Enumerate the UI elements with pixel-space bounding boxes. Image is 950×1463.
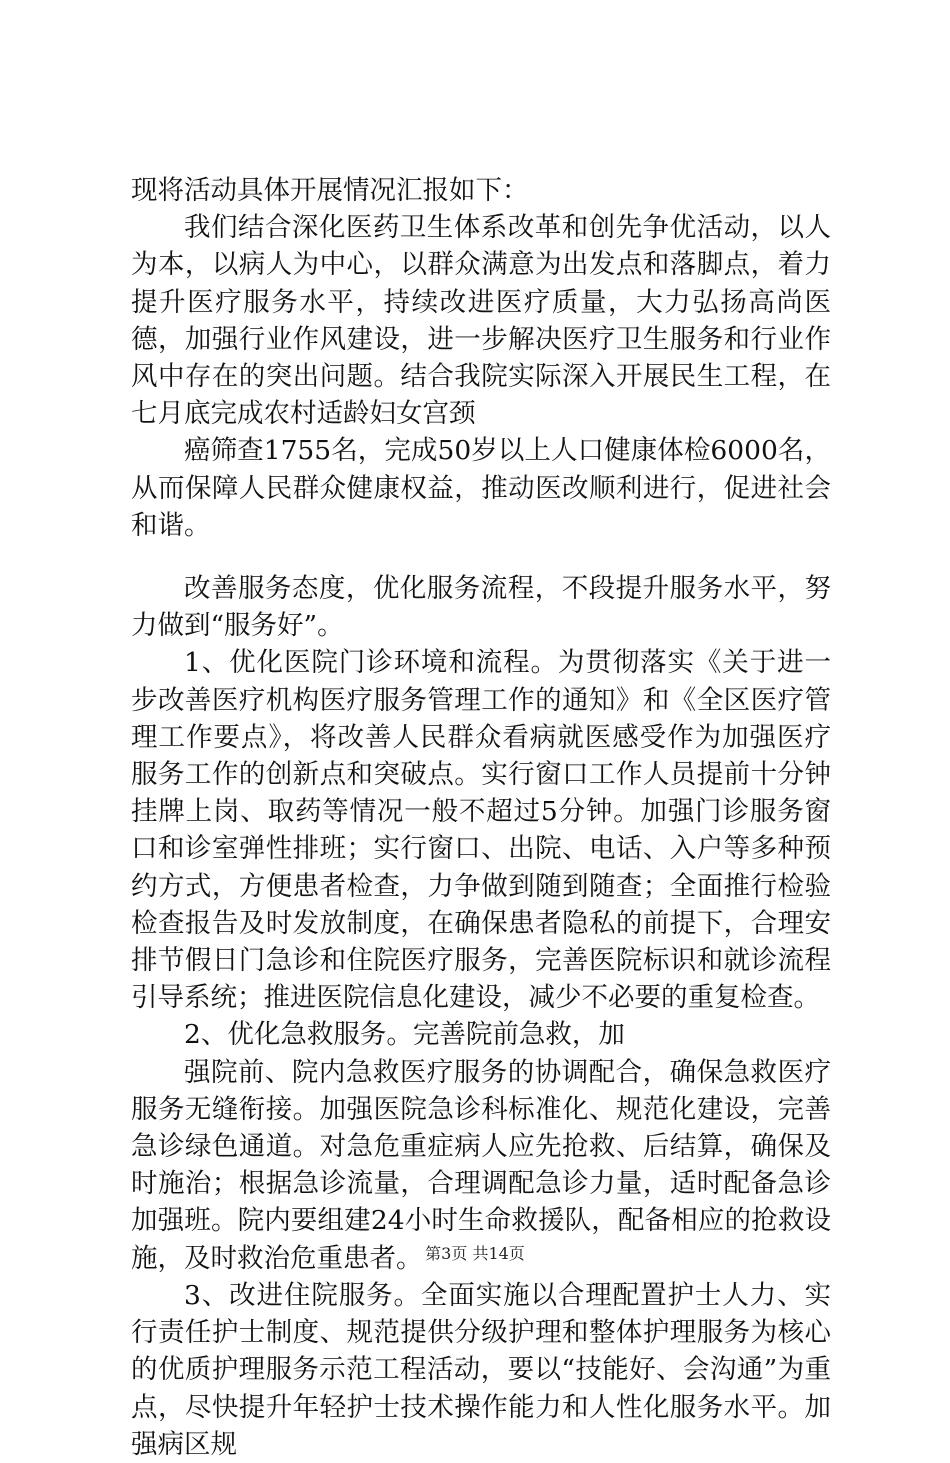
paragraph-screening: 癌筛查1755名，完成50岁以上人口健康体检6000名，从而保障人民群众健康权益，推动医改顺利进行，促进社会和谐。 <box>131 435 831 541</box>
paragraph-section-heading: 改善服务态度，优化服务流程，不段提升服务水平，努力做到“服务好”。 <box>131 573 831 642</box>
paragraph-intro: 现将活动具体开展情况汇报如下： <box>131 175 529 206</box>
document-body <box>131 172 831 1463</box>
paragraph-item-1: 1、优化医院门诊环境和流程。为贯彻落实《关于进一步改善医疗机构医疗服务管理工作的通知》和《全区医疗管理工作要点》，将改善人民群众看病就医感受作为加强医疗服务工作的创新点和突破点。实行窗口工作人员提前十分钟挂牌上岗、取药等情况一般不超过5分钟。加强门诊服务窗口和诊室弹性排班；实行窗口、出院、电话、入户等多种预约方式，方便患者检查，力争做到随到随查；全面推行检验检查报告及时发放制度，在确保患者隐私的前提下，合理安排节假日门急诊和住院医疗服务，完善医院标识和就诊流程引导系统；推进医院信息化建设，减少不必要的重复检查。 <box>131 647 831 1014</box>
page-footer: 第3页 共14页 <box>425 1244 525 1263</box>
paragraph-item-2-cont: 强院前、院内急救医疗服务的协调配合，确保急救医疗服务无缝衔接。加强医院急诊科标准化、规范化建设，完善急诊绿色通道。对急危重症病人应先抢救、后结算，确保及时施治；根据急诊流量，合理调配急诊力量，适时配备急诊加强班。院内要组建24小时生命救援队，配备相应的抢救设施，及时救治危重患者。 <box>131 1056 831 1274</box>
paragraph-item-2-start: 2、优化急救服务。完善院前急救，加 <box>184 1019 625 1051</box>
paragraph-item-3: 3、改进住院服务。全面实施以合理配置护士人力、实行责任护士制度、规范提供分级护理和整体护理服务为核心的优质护理服务示范工程活动，要以“技能好、会沟通”为重点，尽快提升年轻护士技术操作能力和人性化服务水平。加强病区规 <box>131 1279 831 1460</box>
paragraph-overview: 我们结合深化医药卫生体系改革和创先争优活动，以人为本，以病人为中心，以群众满意为出发点和落脚点，着力提升医疗服务水平，持续改进医疗质量，大力弘扬高尚医德，加强行业作风建设，进一步解决医疗卫生服务和行业作风中存在的突出问题。结合我院实际深入开展民生工程，在七月底完成农村适龄妇女宫颈 <box>131 212 831 430</box>
